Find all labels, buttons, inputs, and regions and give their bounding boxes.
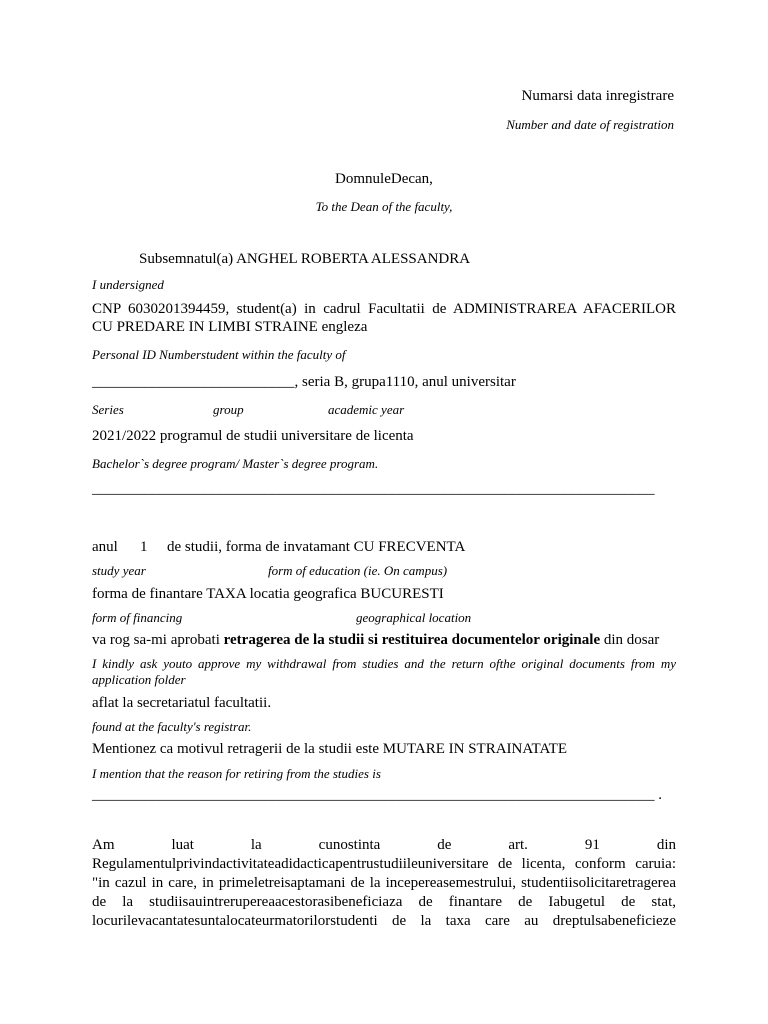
- regulation-line-2: Regulamentulprivindactivitateadidacticapentrustudiileuniversitare de licenta, conform caruia:: [92, 856, 676, 872]
- program-en: Bachelor`s degree program/ Master`s degree program.: [92, 456, 379, 471]
- registration-label-en: Number and date of registration: [506, 117, 674, 132]
- reason-ro: Mentionez ca motivul retragerii de la studii este MUTARE IN STRAINATATE: [92, 741, 567, 757]
- location-en: geographical location: [356, 610, 472, 625]
- reason-en: I mention that the reason for retiring from the studies is: [92, 766, 381, 781]
- study-year-en: study year: [92, 563, 146, 578]
- addressee-en: To the Dean of the faculty,: [315, 199, 453, 214]
- program-blank-line: ___________________________________________________________________________: [92, 481, 655, 497]
- request-en: I kindly ask youto approve my withdrawal from studies and the return ofthe original documents from my application folder: [92, 656, 676, 687]
- form-education-en: form of education (ie. On campus): [268, 563, 448, 578]
- group-en: group: [213, 402, 244, 417]
- regulation-line-1: Am luat la cunostinta de art. 91 din: [92, 837, 676, 853]
- reason-blank-line: ___________________________________________________________________________ .: [92, 787, 662, 803]
- secretariat-en: found at the faculty's registrar.: [92, 719, 252, 734]
- request-suffix: din dosar: [600, 632, 660, 648]
- addressee-ro: DomnuleDecan,: [335, 171, 433, 187]
- cnp-en: Personal ID Numberstudent within the faculty of: [92, 347, 346, 362]
- study-form-ro: de studii, forma de invatamant CU FRECVENTA: [167, 539, 466, 555]
- undersigned-ro: Subsemnatul(a) ANGHEL ROBERTA ALESSANDRA: [139, 251, 471, 267]
- series-en: Series: [92, 402, 124, 417]
- registration-label-ro: Numarsi data inregistrare: [521, 88, 674, 104]
- request-ro: [92, 633, 659, 648]
- financing-ro: forma de finantare TAXA locatia geografica BUCURESTI: [92, 586, 444, 602]
- study-year-ro: anul: [92, 539, 118, 555]
- request-bold: retragerea de la studii si restituirea documentelor originale: [223, 632, 601, 648]
- regulation-line-4: de la studiisauintrerupereaacestorasibeneficiaza de finantare de Iabugetul de stat,: [92, 894, 676, 910]
- academic-year-en: academic year: [328, 402, 405, 417]
- cnp-line-1: CNP 6030201394459, student(a) in cadrul Facultatii de ADMINISTRAREA AFACERILOR: [92, 301, 676, 317]
- program-ro: 2021/2022 programul de studii universitare de licenta: [92, 428, 414, 444]
- series-line: ___________________________, seria B, grupa1110, anul universitar: [92, 374, 516, 390]
- request-prefix: va rog sa-mi aprobati: [92, 632, 224, 648]
- secretariat-ro: aflat la secretariatul facultatii.: [92, 695, 272, 711]
- study-year-value: 1: [140, 539, 148, 555]
- undersigned-en: I undersigned: [92, 277, 164, 292]
- cnp-line-2: CU PREDARE IN LIMBI STRAINE engleza: [92, 319, 368, 335]
- regulation-line-3: "in cazul in care, in primeletreisaptamani de la incepereasemestrului, studentiisolicitaretragerea: [92, 875, 676, 891]
- financing-en: form of financing: [92, 610, 183, 625]
- regulation-line-5: locurilevacantatesuntalocateurmatorilorstudenti de la taxa care au dreptulsabeneficieze: [92, 913, 676, 929]
